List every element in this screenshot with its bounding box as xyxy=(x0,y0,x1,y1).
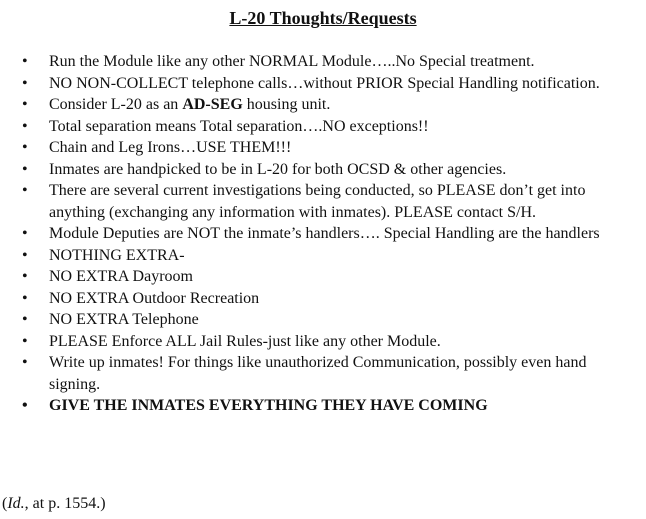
list-item xyxy=(20,245,620,267)
citation-id: Id. xyxy=(7,495,25,512)
list-item-text: There are several current investigations being conducted, so PLEASE don’t get into anything (exchanging any information with inmates). PLEASE contact S/H. xyxy=(49,182,586,221)
list-item-text-emphasis: AD-SEG xyxy=(182,96,243,113)
citation-rest: , at p. 1554.) xyxy=(24,495,106,512)
list-item-text: Chain and Leg Irons…USE THEM!!! xyxy=(49,139,292,156)
bullet-icon: • xyxy=(22,117,28,135)
bullet-icon: • xyxy=(22,74,28,92)
bullet-icon: • xyxy=(22,160,28,178)
list-item-text: NO EXTRA Outdoor Recreation xyxy=(49,289,260,307)
bullet-icon: • xyxy=(22,96,28,113)
list-item-text: Module Deputies are NOT the inmate’s handlers…. Special Handling are the handlers xyxy=(49,225,600,242)
list-item-text: NOTHING EXTRA- xyxy=(49,246,185,264)
list-item xyxy=(20,266,620,288)
bullet-icon: • xyxy=(22,332,28,350)
list-item-text: NO EXTRA Dayroom xyxy=(49,268,193,285)
list-item xyxy=(20,223,620,245)
list-item-text: NO NON-COLLECT telephone calls…without PRIOR Special Handling notification. xyxy=(49,74,600,92)
bullet-icon: • xyxy=(22,225,28,242)
list-item-text-pre: Consider L-20 as an xyxy=(49,96,183,113)
bullet-icon: • xyxy=(22,354,28,371)
bullet-icon: • xyxy=(22,182,28,199)
list-item xyxy=(20,180,620,223)
list-item xyxy=(20,309,620,331)
bullet-icon: • xyxy=(22,289,28,307)
bullet-icon: • xyxy=(22,311,28,328)
list-item xyxy=(20,51,620,73)
list-item-text: Run the Module like any other NORMAL Module…..No Special treatment. xyxy=(49,53,535,70)
list-item-text-post: housing unit. xyxy=(242,96,331,113)
citation-open: ( xyxy=(2,495,8,512)
requests-list xyxy=(20,51,620,417)
document-title: L-20 Thoughts/Requests xyxy=(229,8,417,28)
list-item-final xyxy=(20,395,620,417)
list-item-text: Inmates are handpicked to be in L-20 for both OCSD & other agencies. xyxy=(49,160,507,178)
bullet-icon: • xyxy=(22,139,28,156)
list-item xyxy=(20,288,620,310)
list-item-text: PLEASE Enforce ALL Jail Rules-just like any other Module. xyxy=(49,332,441,350)
bullet-icon: • xyxy=(22,246,28,264)
list-item xyxy=(20,73,620,95)
citation xyxy=(2,494,106,514)
bullet-icon: • xyxy=(22,53,28,70)
list-item-text: GIVE THE INMATES EVERYTHING THEY HAVE COMING xyxy=(49,397,488,414)
list-item-text: Write up inmates! For things like unauthorized Communication, possibly even hand signing. xyxy=(49,354,587,393)
list-item xyxy=(20,137,620,159)
bullet-icon: • xyxy=(22,397,28,414)
list-item-text: Total separation means Total separation….NO exceptions!! xyxy=(49,117,429,135)
list-item-text: NO EXTRA Telephone xyxy=(49,311,199,328)
bullet-icon: • xyxy=(22,268,28,285)
list-item xyxy=(20,352,620,395)
list-item xyxy=(20,116,620,138)
list-item xyxy=(20,331,620,353)
list-item xyxy=(20,159,620,181)
list-item xyxy=(20,94,620,116)
